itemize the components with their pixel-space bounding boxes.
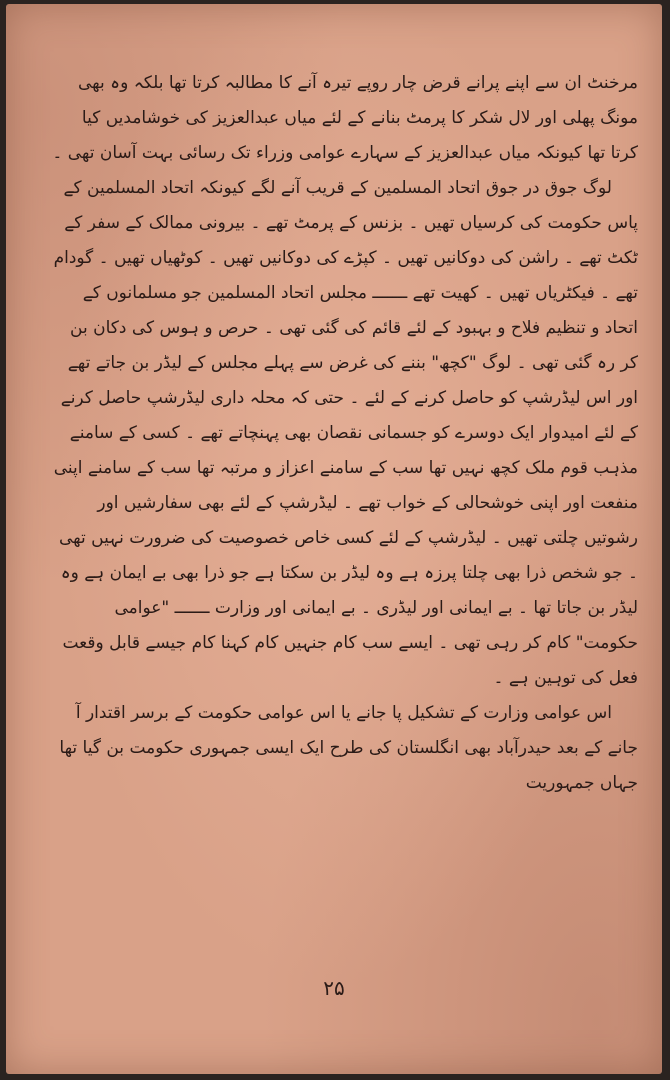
- page-body-text: [50, 66, 638, 801]
- paragraph: لوگ جوق در جوق اتحاد المسلمین کے قریب آنے لگے کیونکہ اتحاد المسلمین کے پاس حکومت کی کرسیاں تھیں ۔ بزنس کے پرمٹ تھے ۔ بیرونی ممالک کے سفر کے ٹکٹ تھے ۔ راشن کی دوکانیں تھیں ۔ کپڑے کی دوکانیں تھیں ۔ کوٹھیاں تھیں ۔ گودام تھے ۔ فیکٹریاں تھیں ۔ کھیت تھے ـــــــ مجلس اتحاد المسلمین جو مسلمانوں کے اتحاد و تنظیم فلاح و بہبود کے لئے قائم کی گئی تھی ۔ حرص و ہوس کی دکان بن کر رہ گئی تھی ۔ لوگ "کچھ" بننے کی غرض سے پہلے مجلس کے لیڈر بن جاتے تھے اور اس لیڈرشپ کو حاصل کرنے کے لئے ۔ حتی کہ محلہ داری لیڈرشپ حاصل کرنے کے لئے امیدوار ایک دوسرے کو جسمانی نقصان بھی پہنچاتے تھے ۔ کسی کے سامنے مذہب قوم ملک کچھ نہیں تھا سب کے سامنے اعزاز و مرتبہ تھا سب کے سامنے اپنی منفعت اور اپنی خوشحالی کے خواب تھے ۔ لیڈرشپ کے لئے بھی سفارشیں اور رشوتیں چلتی تھیں ۔ لیڈرشپ کے لئے کسی خاص خصوصیت کی ضرورت نہیں تھی ۔ جو شخص ذرا بھی چلتا پرزہ ہے وہ لیڈر بن سکتا ہے جو ذرا بھی بے ایمان ہے وہ لیڈر بن جاتا تھا ۔ بے ایمانی اور لیڈری ۔ بے ایمانی اور وزارت ـــــــ "عوامی حکومت" کام کر رہی تھی ۔ ایسے سب کام جنہیں کام کہنا کام جیسے قابل وقعت فعل کی توہین ہے ۔: [53, 178, 638, 688]
- book-page: [6, 4, 662, 1074]
- paragraph: مرخنٹ ان سے اپنے پرانے قرض چار روپے تیرہ آنے کا مطالبہ کرتا تھا بلکہ وہ بھی مونگ پھلی اور لال شکر کا پرمٹ بنانے کے لئے میاں عبدالعزیز کی خوشامدیں کیا کرتا تھا کیونکہ میاں عبدالعزیز کے سہارے عوامی وزراء تک رسائی بہت آسان تھی ۔: [52, 73, 638, 163]
- paragraph: اس عوامی وزارت کے تشکیل پا جانے یا اس عوامی حکومت کے برسر اقتدار آ جانے کے بعد حیدرآباد بھی انگلستان کی طرح ایک ایسی جمہوری حکومت بن گیا تھا جہاں جمہوریت: [59, 703, 638, 793]
- page-number: ۲۵: [323, 976, 345, 1000]
